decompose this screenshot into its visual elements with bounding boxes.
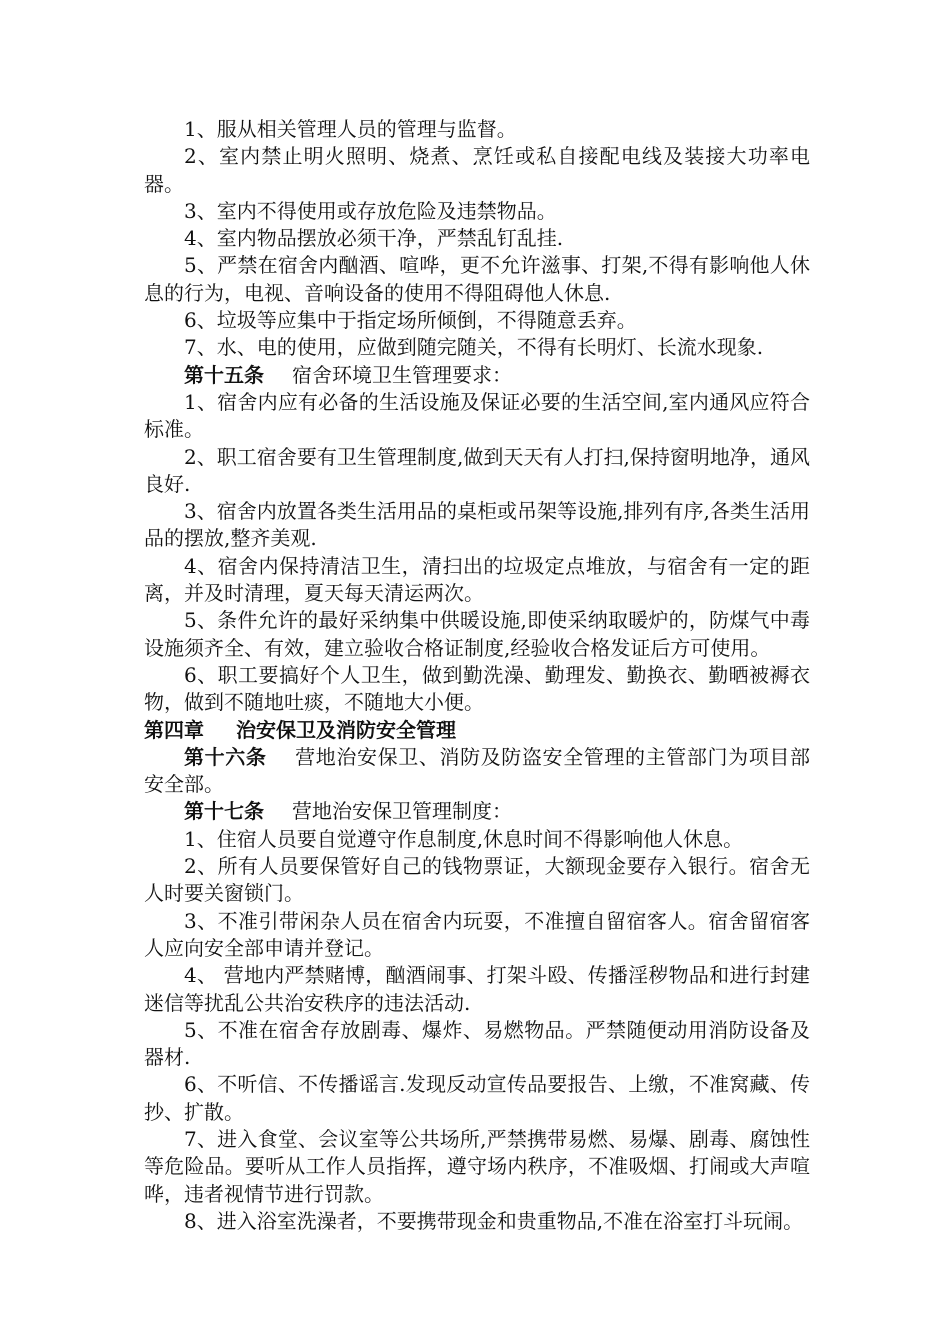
rule-item: 1、住宿人员要自觉遵守作息制度,休息时间不得影响他人休息。 bbox=[184, 826, 744, 851]
rule-item: 4、宿舍内保持清洁卫生，清扫出的垃圾定点堆放，与宿舍有一定的距离，并及时清理，夏天每天清运两次。 bbox=[144, 553, 810, 606]
rule-item: 2、职工宿舍要有卫生管理制度,做到天天有人打扫,保持窗明地净，通风良好. bbox=[144, 444, 810, 496]
rule-item: 4、室内物品摆放必须干净，严禁乱钉乱挂. bbox=[184, 226, 564, 251]
rule-item: 6、职工要搞好个人卫生，做到勤洗澡、勤理发、勤换衣、勤晒被褥衣物，做到不随地吐痰，不随地大小便。 bbox=[144, 662, 810, 715]
rule-item: 2、室内禁止明火照明、烧煮、烹饪或私自接配电线及装接大功率电器。 bbox=[144, 144, 810, 196]
article-number: 第十七条 bbox=[184, 799, 264, 824]
rule-item: 5、严禁在宿舍内酗酒、喧哗，更不允许滋事、打架,不得有影响他人休息的行为，电视、音响设备的使用不得阻碍他人休息. bbox=[144, 253, 810, 305]
article-paragraph bbox=[144, 744, 810, 799]
article-text: 营地治安保卫、消防及防盗安全管理的主管部门为项目部安全部。 bbox=[144, 744, 811, 797]
chapter-title: 治安保卫及消防安全管理 bbox=[236, 717, 456, 742]
rule-item: 6、不听信、不传播谣言.发现反动宣传品要报告、上缴，不准窝藏、传抄、扩散。 bbox=[144, 1072, 810, 1124]
article-number: 第十六条 bbox=[184, 744, 267, 769]
rule-item: 8、进入浴室洗澡者，不要携带现金和贵重物品,不准在浴室打斗玩闹。 bbox=[184, 1208, 804, 1233]
document-page bbox=[144, 116, 810, 1235]
article-number: 第十五条 bbox=[184, 362, 264, 387]
rule-item: 5、条件允许的最好采纳集中供暖设施,即使采纳取暖炉的，防煤气中毒设施须齐全、有效，建立验收合格证制度,经验收合格发证后方可使用。 bbox=[144, 608, 810, 660]
article-paragraph bbox=[144, 362, 810, 389]
rule-item: 1、宿舍内应有必备的生活设施及保证必要的生活空间,室内通风应符合标准。 bbox=[144, 389, 810, 442]
rule-item: 7、进入食堂、会议室等公共场所,严禁携带易燃、易爆、剧毒、腐蚀性等危险品。要听从工作人员指挥，遵守场内秩序，不准吸烟、打闹或大声喧哗，违者视情节进行罚款。 bbox=[144, 1126, 810, 1206]
chapter-number: 第四章 bbox=[144, 717, 204, 742]
rule-item: 3、室内不得使用或存放危险及违禁物品。 bbox=[184, 198, 557, 223]
chapter-heading bbox=[144, 717, 810, 744]
article-paragraph bbox=[144, 798, 810, 825]
rule-item: 5、不准在宿舍存放剧毒、爆炸、易燃物品。严禁随便动用消防设备及器材. bbox=[144, 1017, 810, 1070]
article-text: 宿舍环境卫生管理要求： bbox=[292, 362, 512, 387]
rule-item: 2、所有人员要保管好自己的钱物票证，大额现金要存入银行。宿舍无人时要关窗锁门。 bbox=[144, 854, 810, 906]
article-text: 营地治安保卫管理制度： bbox=[292, 799, 512, 824]
rule-item: 4、 营地内严禁赌博，酗酒闹事、打架斗殴、传播淫秽物品和进行封建迷信等扰乱公共治安秩序的违法活动. bbox=[144, 963, 810, 1015]
rule-item: 3、宿舍内放置各类生活用品的桌柜或吊架等设施,排列有序,各类生活用品的摆放,整齐美观. bbox=[144, 499, 810, 551]
rule-item: 1、服从相关管理人员的管理与监督。 bbox=[184, 117, 517, 141]
rule-item: 3、不准引带闲杂人员在宿舍内玩耍，不准擅自留宿客人。宿舍留宿客人应向安全部申请并登记。 bbox=[144, 908, 810, 960]
rule-item: 7、水、电的使用，应做到随完随关，不得有长明灯、长流水现象. bbox=[184, 335, 764, 360]
rule-item: 6、垃圾等应集中于指定场所倾倒，不得随意丢弃。 bbox=[184, 308, 637, 333]
